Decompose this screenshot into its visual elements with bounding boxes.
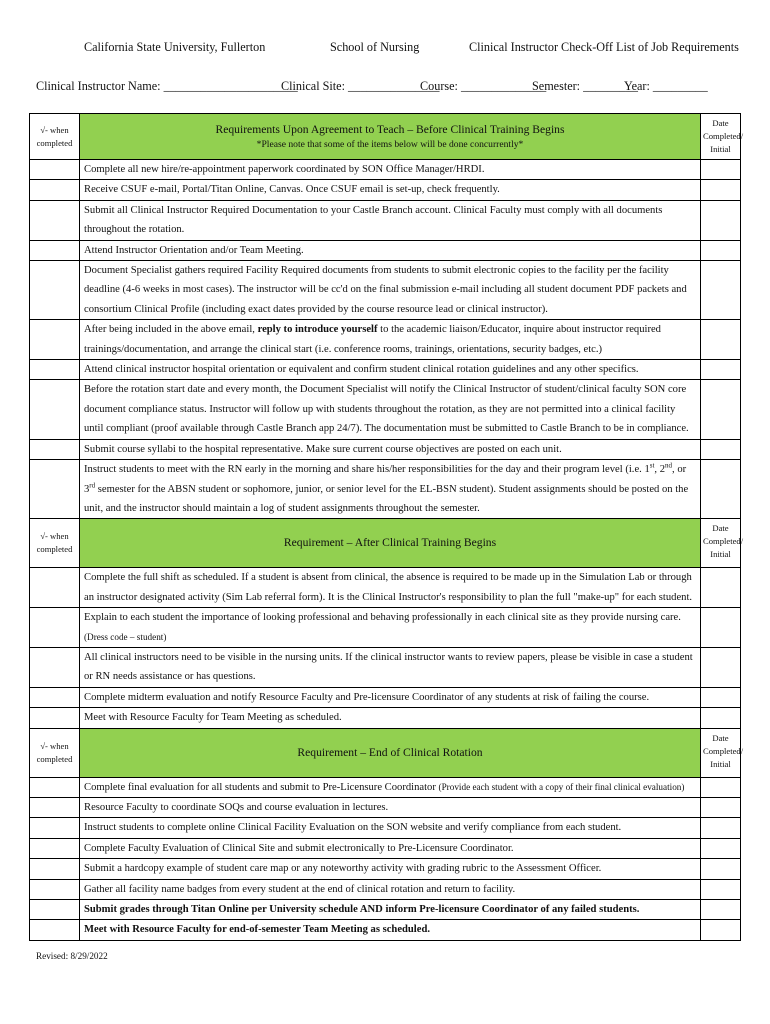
document-header xyxy=(0,40,770,56)
date-initial-cell[interactable] xyxy=(701,200,741,240)
table-row xyxy=(30,180,741,200)
year-field[interactable]: Year: _________ xyxy=(624,79,708,93)
date-initial-cell[interactable] xyxy=(701,708,741,728)
date-column-header: Date Completed/ Initial xyxy=(701,728,741,777)
checkbox[interactable] xyxy=(30,687,80,707)
date-initial-cell[interactable] xyxy=(701,568,741,608)
check-column-header: √- when completed xyxy=(30,728,80,777)
date-initial-cell[interactable] xyxy=(701,777,741,797)
checkbox[interactable] xyxy=(30,320,80,360)
requirement-text-small: (Dress code – student) xyxy=(84,631,167,642)
table-row xyxy=(30,900,741,920)
requirement-text-part: , 2 xyxy=(654,464,666,476)
date-initial-cell[interactable] xyxy=(701,160,741,180)
checkbox[interactable] xyxy=(30,460,80,519)
table-row xyxy=(30,920,741,940)
requirement-text: Submit grades through Titan Online per University schedule AND inform Pre-licensure Coordinator of any failed students. xyxy=(80,900,701,920)
table-row xyxy=(30,608,741,648)
requirement-text: Submit a hardcopy example of student care map or any noteworthy activity with grading rubric to the Assessment Officer. xyxy=(80,859,701,879)
checkbox[interactable] xyxy=(30,160,80,180)
date-initial-cell[interactable] xyxy=(701,859,741,879)
table-row xyxy=(30,460,741,519)
requirement-text-part: Instruct students to meet with the RN early in the morning and share his/her responsibilities for the day and their program level (i.e. 1 xyxy=(84,464,650,476)
table-row xyxy=(30,708,741,728)
checkbox[interactable] xyxy=(30,900,80,920)
section-header-end-of-rotation xyxy=(30,728,741,777)
table-row xyxy=(30,838,741,858)
date-initial-cell[interactable] xyxy=(701,647,741,687)
checkbox[interactable] xyxy=(30,360,80,380)
requirement-text: Complete the full shift as scheduled. If a student is absent from clinical, the absence is required to be made up in the Simulation Lab or through an instructor designated activity (Sim Lab referral form). It is the Clinical Instructor's responsibility to plan the full "make-up" for each student. xyxy=(80,568,701,608)
table-row xyxy=(30,777,741,797)
date-initial-cell[interactable] xyxy=(701,608,741,648)
requirement-text: Gather all facility name badges from every student at the end of clinical rotation and return to facility. xyxy=(80,879,701,899)
date-initial-cell[interactable] xyxy=(701,797,741,817)
requirement-text-part: to the academic liaison/Educator, inquire about instructor required trainings/documentation, and arrange the clinical start (i.e. conference rooms, trainings, orientations, security badges, etc.) xyxy=(84,324,661,355)
date-initial-cell[interactable] xyxy=(701,360,741,380)
table-row xyxy=(30,859,741,879)
checkbox[interactable] xyxy=(30,920,80,940)
requirement-text: Attend clinical instructor hospital orientation or equivalent and confirm student clinical rotation guidelines and any other specifics. xyxy=(80,360,701,380)
checkbox[interactable] xyxy=(30,380,80,439)
date-initial-cell[interactable] xyxy=(701,838,741,858)
requirement-text xyxy=(80,608,701,648)
revision-date: Revised: 8/29/2022 xyxy=(36,951,108,961)
date-initial-cell[interactable] xyxy=(701,380,741,439)
requirement-text: Meet with Resource Faculty for Team Meeting as scheduled. xyxy=(80,708,701,728)
requirement-text: Resource Faculty to coordinate SOQs and course evaluation in lectures. xyxy=(80,797,701,817)
date-initial-cell[interactable] xyxy=(701,920,741,940)
requirement-text: Complete all new hire/re-appointment paperwork coordinated by SON Office Manager/HRDI. xyxy=(80,160,701,180)
requirement-text xyxy=(80,777,701,797)
date-column-header: Date Completed/ Initial xyxy=(701,519,741,568)
clinical-site-field[interactable]: Clinical Site: _______________ xyxy=(281,79,440,93)
table-row xyxy=(30,568,741,608)
requirement-text-small: (Provide each student with a copy of their final clinical evaluation) xyxy=(438,781,685,792)
checkbox[interactable] xyxy=(30,568,80,608)
course-field[interactable]: Course: ______________ xyxy=(420,79,547,93)
date-initial-cell[interactable] xyxy=(701,900,741,920)
checkbox[interactable] xyxy=(30,708,80,728)
document-title: Clinical Instructor Check-Off List of Job Requirements xyxy=(469,40,739,54)
date-initial-cell[interactable] xyxy=(701,879,741,899)
checkbox[interactable] xyxy=(30,200,80,240)
requirements-table xyxy=(29,113,744,941)
date-initial-cell[interactable] xyxy=(701,460,741,519)
requirement-text: Receive CSUF e-mail, Portal/Titan Online, Canvas. Once CSUF email is set-up, check frequently. xyxy=(80,180,701,200)
table-row xyxy=(30,647,741,687)
requirement-text xyxy=(80,320,701,360)
info-line xyxy=(0,79,770,95)
requirement-text-emphasis: reply to introduce yourself xyxy=(257,324,378,336)
checkbox[interactable] xyxy=(30,838,80,858)
table-row xyxy=(30,200,741,240)
section-title: Requirement – End of Clinical Rotation xyxy=(80,728,701,777)
date-initial-cell[interactable] xyxy=(701,687,741,707)
table-row xyxy=(30,380,741,439)
checkbox[interactable] xyxy=(30,777,80,797)
requirement-text xyxy=(80,460,701,519)
checkbox[interactable] xyxy=(30,240,80,260)
table-row xyxy=(30,261,741,320)
table-row xyxy=(30,797,741,817)
checkbox[interactable] xyxy=(30,180,80,200)
date-initial-cell[interactable] xyxy=(701,818,741,838)
requirement-text-part: Complete final evaluation for all students and submit to Pre-Licensure Coordinator xyxy=(84,781,439,793)
table-row xyxy=(30,439,741,459)
table-row xyxy=(30,320,741,360)
date-initial-cell[interactable] xyxy=(701,240,741,260)
requirement-text: Submit all Clinical Instructor Required Documentation to your Castle Branch account. Clinical Faculty must comply with all documents throughout the rotation. xyxy=(80,200,701,240)
section-header-after-training xyxy=(30,519,741,568)
superscript: nd xyxy=(665,461,673,470)
school-name: School of Nursing xyxy=(330,40,420,54)
section-title-text: Requirements Upon Agreement to Teach – Before Clinical Training Begins xyxy=(215,122,565,136)
checkbox[interactable] xyxy=(30,879,80,899)
table-row xyxy=(30,160,741,180)
instructor-name-field[interactable]: Clinical Instructor Name: ______________________ xyxy=(36,79,298,93)
requirement-text: Instruct students to complete online Clinical Facility Evaluation on the SON website and verify compliance from each student. xyxy=(80,818,701,838)
date-initial-cell[interactable] xyxy=(701,261,741,320)
requirement-text: Complete Faculty Evaluation of Clinical Site and submit electronically to Pre-Licensure Coordinator. xyxy=(80,838,701,858)
check-column-header: √- when completed xyxy=(30,114,80,160)
requirement-text: Before the rotation start date and every month, the Document Specialist will notify the Clinical Instructor of student/clinical faculty SON core document compliance status. Instructor will follow up with students throughout the rotation, as they are not permitted into a clinical facility until compliant (proof available through Castle Branch app 24/7). The documentation must be submitted to Castle Branch to be in compliance. xyxy=(80,380,701,439)
date-initial-cell[interactable] xyxy=(701,320,741,360)
requirement-text-part: , or 3 xyxy=(84,464,687,495)
requirement-text: Meet with Resource Faculty for end-of-semester Team Meeting as scheduled. xyxy=(80,920,701,940)
requirement-text-part: Explain to each student the importance of looking professional and behaving professionally in each clinical site as they provide nursing care. xyxy=(84,612,681,624)
checkbox[interactable] xyxy=(30,859,80,879)
checkbox[interactable] xyxy=(30,647,80,687)
checkbox[interactable] xyxy=(30,261,80,320)
checkbox[interactable] xyxy=(30,818,80,838)
date-column-header: Date Completed/ Initial xyxy=(701,114,741,160)
checkbox[interactable] xyxy=(30,439,80,459)
requirement-text: Complete midterm evaluation and notify Resource Faculty and Pre-licensure Coordinator of any students at risk of failing the course. xyxy=(80,687,701,707)
table-row xyxy=(30,879,741,899)
section-note: *Please note that some of the items below will be done concurrently* xyxy=(256,138,524,150)
date-initial-cell[interactable] xyxy=(701,439,741,459)
date-initial-cell[interactable] xyxy=(701,180,741,200)
check-column-header: √- when completed xyxy=(30,519,80,568)
section-title: Requirement – After Clinical Training Begins xyxy=(80,519,701,568)
checkbox[interactable] xyxy=(30,797,80,817)
table-row xyxy=(30,360,741,380)
university-name: California State University, Fullerton xyxy=(84,40,266,54)
superscript: rd xyxy=(89,480,96,489)
table-row xyxy=(30,818,741,838)
semester-field[interactable]: Semester: _________ xyxy=(532,79,638,93)
checkbox[interactable] xyxy=(30,608,80,648)
superscript: st xyxy=(649,461,655,470)
requirement-text: Document Specialist gathers required Facility Required documents from students to submit electronic copies to the facility per the facility deadline (4-6 weeks in most cases). The instructor will be cc'd on the final submission e-mail including all student document PDF packets and consortium Clinical Profile (including exact dates provided by the course resource lead or clinical instructor). xyxy=(80,261,701,320)
section-title xyxy=(80,114,701,160)
requirement-text: Attend Instructor Orientation and/or Team Meeting. xyxy=(80,240,701,260)
table-row xyxy=(30,687,741,707)
section-header-before-training xyxy=(30,114,741,160)
requirement-text-part: After being included in the above email, xyxy=(84,324,258,336)
requirement-text-part: semester for the ABSN student or sophomore, junior, or senior level for the EL-BSN student). Student assignments should be posted on the unit, and the instructor should maintain a log of student assignments throughout the semester. xyxy=(84,483,689,514)
table-row xyxy=(30,240,741,260)
requirement-text: All clinical instructors need to be visible in the nursing units. If the clinical instructor wants to review papers, please be visible in case a student or RN needs assistance or has questions. xyxy=(80,647,701,687)
requirement-text: Submit course syllabi to the hospital representative. Make sure current course objectives are posted on each unit. xyxy=(80,439,701,459)
